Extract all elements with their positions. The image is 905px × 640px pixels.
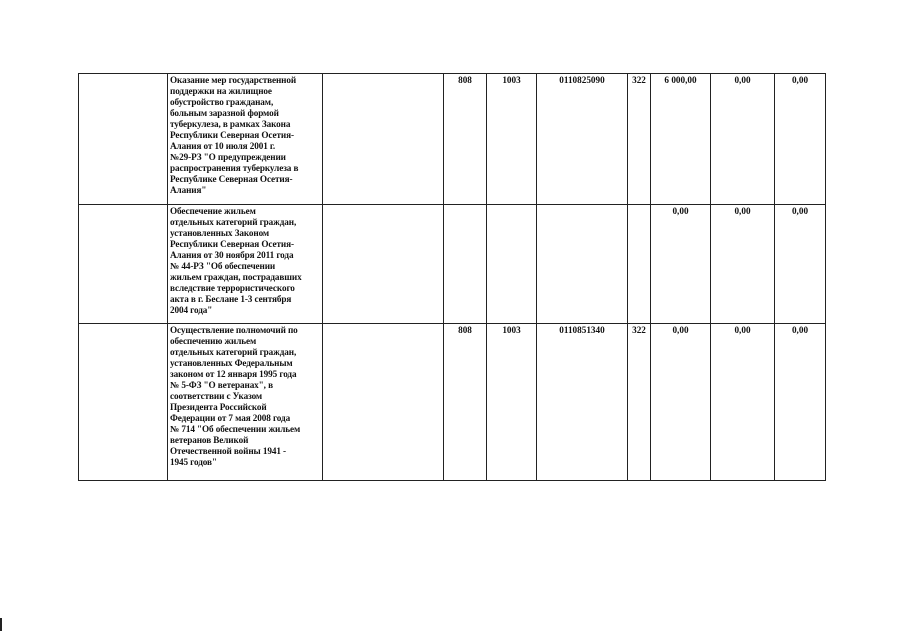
- description-line: №29-РЗ "О предупреждении: [170, 152, 286, 162]
- row-empty-cell: [79, 205, 168, 324]
- description-line: распространения туберкулеза в: [170, 163, 299, 173]
- row-description: [168, 205, 323, 324]
- description-line: ветеранов Великой: [170, 435, 249, 445]
- amount-2: 0,00: [711, 324, 775, 481]
- scan-edge-mark: [0, 618, 2, 631]
- ministry-code: 808: [444, 324, 487, 481]
- description-line: больным заразной формой: [170, 108, 279, 118]
- description-line: № 5-ФЗ "О ветеранах", в: [170, 380, 273, 390]
- description-line: вследствие террористического: [170, 283, 295, 293]
- description-line: отдельных категорий граждан,: [170, 217, 297, 227]
- section-code: [487, 205, 537, 324]
- description-line: обустройство гражданам,: [170, 97, 274, 107]
- description-line: Обеспечение жильем: [170, 206, 256, 216]
- description-line: обеспечению жильем: [170, 336, 257, 346]
- description-line: Президента Российской: [170, 402, 267, 412]
- description-line: 1945 годов": [170, 457, 217, 467]
- expense-type: [628, 205, 651, 324]
- amount-3: 0,00: [775, 205, 826, 324]
- description-line: Осуществление полномочий по: [170, 325, 298, 335]
- description-line: установленных Законом: [170, 228, 270, 238]
- section-code: 1003: [487, 324, 537, 481]
- description-line: законом от 12 января 1995 года: [170, 369, 297, 379]
- ministry-code: [444, 205, 487, 324]
- description-line: Республики Северная Осетия-: [170, 239, 294, 249]
- description-line: Республики Северная Осетия-: [170, 130, 294, 140]
- table-row: [79, 324, 826, 481]
- row-description: [168, 324, 323, 481]
- target-article: 0110825090: [537, 74, 628, 205]
- row-blank-cell: [323, 205, 444, 324]
- amount-3: 0,00: [775, 74, 826, 205]
- description-line: Алания от 10 июля 2001 г.: [170, 141, 276, 151]
- target-article: 0110851340: [537, 324, 628, 481]
- table-row: [79, 205, 826, 324]
- amount-1: 0,00: [651, 324, 711, 481]
- description-line: поддержки на жилищное: [170, 86, 272, 96]
- row-description: [168, 74, 323, 205]
- row-empty-cell: [79, 74, 168, 205]
- amount-2: 0,00: [711, 74, 775, 205]
- description-line: Алания": [170, 185, 207, 195]
- description-line: 2004 года": [170, 305, 213, 315]
- table-row: [79, 74, 826, 205]
- description-line: соответствии с Указом: [170, 391, 263, 401]
- section-code: 1003: [487, 74, 537, 205]
- expense-type: 322: [628, 74, 651, 205]
- description-line: Федерации от 7 мая 2008 года: [170, 413, 291, 423]
- ministry-code: 808: [444, 74, 487, 205]
- description-line: жильем граждан, пострадавших: [170, 272, 302, 282]
- description-line: Республике Северная Осетия-: [170, 174, 293, 184]
- target-article: [537, 205, 628, 324]
- row-blank-cell: [323, 324, 444, 481]
- row-blank-cell: [323, 74, 444, 205]
- description-line: № 714 "Об обеспечении жильем: [170, 424, 301, 434]
- amount-2: 0,00: [711, 205, 775, 324]
- amount-1: 6 000,00: [651, 74, 711, 205]
- description-line: № 44-РЗ "Об обеспечении: [170, 261, 276, 271]
- row-empty-cell: [79, 324, 168, 481]
- description-line: Оказание мер государственной: [170, 75, 297, 85]
- budget-table: [78, 73, 826, 481]
- expense-type: 322: [628, 324, 651, 481]
- description-line: отдельных категорий граждан,: [170, 347, 297, 357]
- description-line: установленных Федеральным: [170, 358, 293, 368]
- description-line: Алания от 30 ноября 2011 года: [170, 250, 294, 260]
- amount-3: 0,00: [775, 324, 826, 481]
- amount-1: 0,00: [651, 205, 711, 324]
- description-line: туберкулеза, в рамках Закона: [170, 119, 291, 129]
- description-line: Отечественной войны 1941 -: [170, 446, 286, 456]
- description-line: акта в г. Беслане 1-3 сентября: [170, 294, 292, 304]
